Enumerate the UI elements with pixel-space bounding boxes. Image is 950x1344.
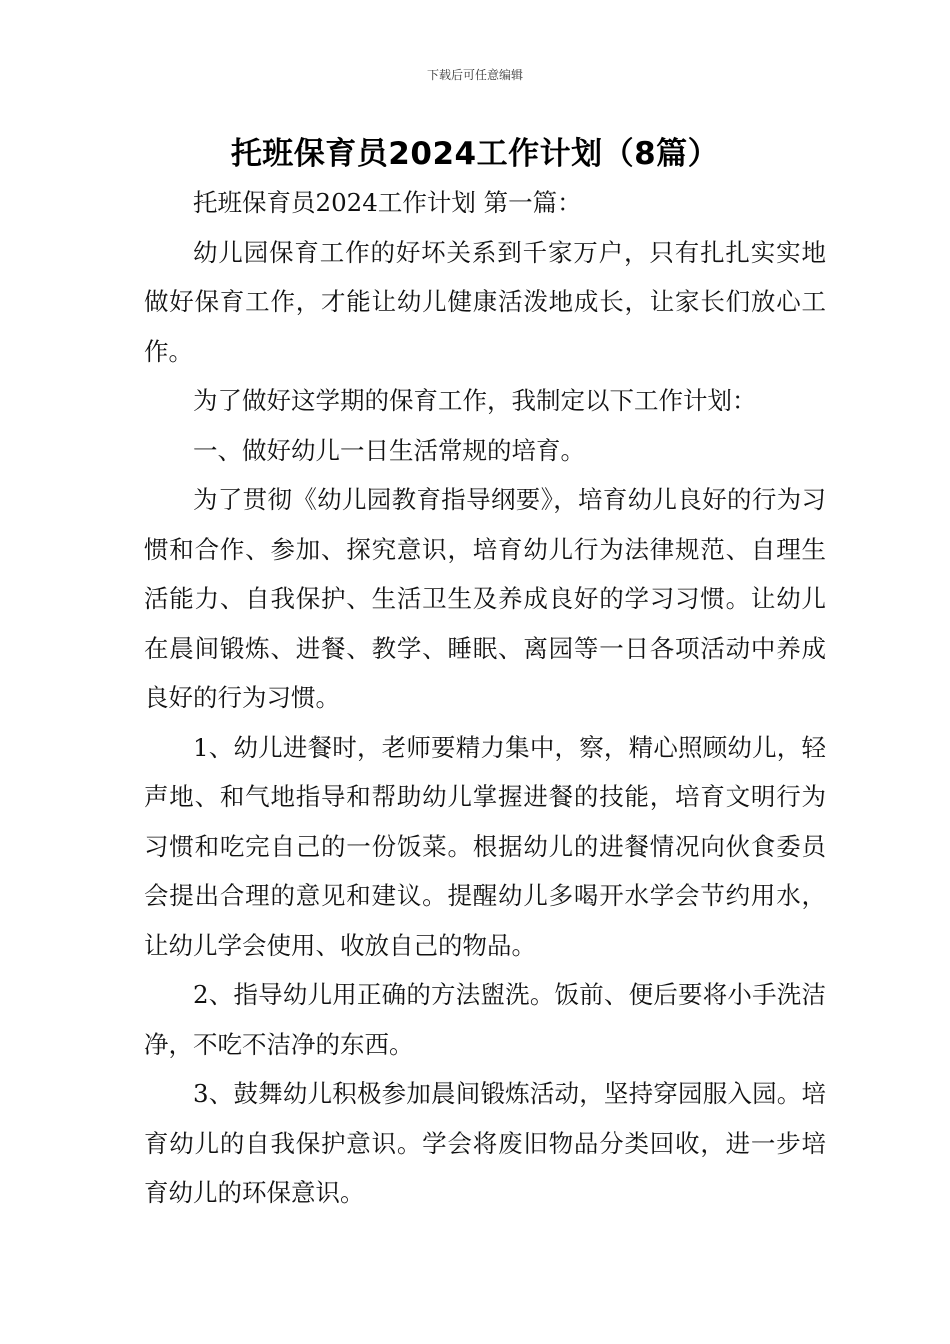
- list-item: 2、指导幼儿用正确的方法盥洗。饭前、便后要将小手洗洁净，不吃不洁净的东西。: [144, 980, 826, 1059]
- list-item: 1、幼儿进餐时，老师要精力集中，察，精心照顾幼儿，轻声地、和气地指导和帮助幼儿掌握进餐的技能，培育文明行为习惯和吃完自己的一份饭菜。根据幼儿的进餐情况向伙食委员会提出合理的意见和建议。提醒幼儿多喝开水学会节约用水，让幼儿学会使用、收放自己的物品。: [144, 732, 826, 960]
- header-note: 下载后可任意编辑: [426, 68, 523, 82]
- body-paragraph: 为了做好这学期的保育工作，我制定以下工作计划：: [193, 386, 757, 415]
- section-heading: 托班保育员2024工作计划 第一篇：: [193, 188, 582, 217]
- document-body: [144, 178, 826, 1218]
- document-title: 托班保育员2024工作计划（8篇）: [230, 136, 720, 172]
- subsection-heading: 一、做好幼儿一日生活常规的培育。: [193, 435, 585, 465]
- body-paragraph: 幼儿园保育工作的好坏关系到千家万户，只有扎扎实实地做好保育工作，才能让幼儿健康活泼地成长，让家长们放心工作。: [144, 237, 826, 366]
- list-item: 3、鼓舞幼儿积极参加晨间锻炼活动，坚持穿园服入园。培育幼儿的自我保护意识。学会将废旧物品分类回收，进一步培育幼儿的环保意识。: [144, 1079, 826, 1207]
- body-paragraph: 为了贯彻《幼儿园教育指导纲要》，培育幼儿良好的行为习惯和合作、参加、探究意识，培育幼儿行为法律规范、自理生活能力、自我保护、生活卫生及养成良好的学习习惯。让幼儿在晨间锻炼、进餐、教学、睡眠、离园等一日各项活动中养成良好的行为习惯。: [144, 485, 826, 712]
